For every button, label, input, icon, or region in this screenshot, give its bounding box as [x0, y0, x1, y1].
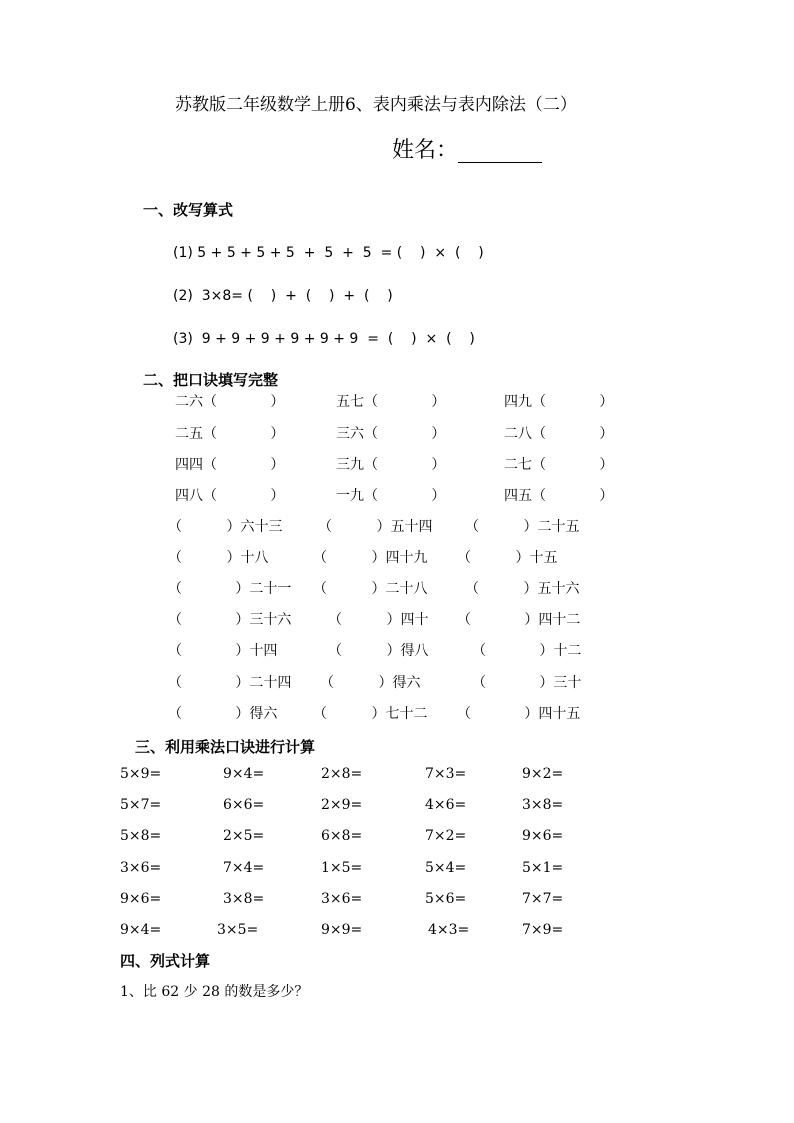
- calc-item: 3×8=: [522, 797, 564, 813]
- rewrite-item-3: (3) 9 + 9 + 9 + 9 + 9 + 9 = ( ) × ( ): [173, 331, 475, 347]
- calc-item: 9×4=: [223, 766, 265, 782]
- section1-heading: 一、改写算式: [143, 201, 234, 219]
- rhyme-item: 三九（ ）: [336, 457, 446, 473]
- calc-item: 7×2=: [425, 828, 467, 844]
- rhyme-item: （ ）得六: [168, 706, 278, 722]
- rhyme-item: 四五（ ）: [504, 488, 614, 504]
- rhyme-item: 二五（ ）: [175, 426, 285, 442]
- word-problem-1: 1、比 62 少 28 的数是多少？: [120, 984, 309, 1000]
- rewrite-item-2: (2) 3×8= ( ) + ( ) + ( ): [173, 288, 393, 304]
- calc-item: 3×5=: [217, 922, 259, 938]
- rhyme-item: 四九（ ）: [504, 394, 614, 410]
- calc-item: 9×6=: [120, 891, 162, 907]
- rhyme-item: （ ）十四: [168, 643, 278, 659]
- section3-heading: 三、利用乘法口诀进行计算: [135, 738, 316, 756]
- rhyme-item: （ ）四十五: [457, 706, 581, 722]
- rhyme-item: （ ）五十四: [318, 519, 433, 535]
- rhyme-item: 一九（ ）: [336, 488, 446, 504]
- section4-heading: 四、列式计算: [120, 952, 211, 970]
- calc-item: 7×4=: [223, 860, 265, 876]
- rhyme-item: （ ）七十二: [313, 706, 428, 722]
- calc-item: 3×6=: [120, 860, 162, 876]
- calc-item: 7×7=: [522, 891, 564, 907]
- name-label: 姓名：: [392, 138, 459, 163]
- calc-item: 2×5=: [223, 828, 265, 844]
- name-blank-line[interactable]: [458, 162, 542, 163]
- calc-item: 7×9=: [522, 922, 564, 938]
- rhyme-item: （ ）三十六: [168, 612, 292, 628]
- section2-heading: 二、把口诀填写完整: [143, 371, 279, 389]
- page-title: 苏教版二年级数学上册6、表内乘法与表内除法（二）: [175, 95, 577, 115]
- rhyme-item: 四八（ ）: [175, 488, 285, 504]
- calc-item: 9×4=: [120, 922, 162, 938]
- calc-item: 3×6=: [321, 891, 363, 907]
- calc-item: 6×6=: [223, 797, 265, 813]
- rhyme-item: 二八（ ）: [504, 426, 614, 442]
- rhyme-item: （ ）二十一: [168, 581, 292, 597]
- calc-item: 6×8=: [321, 828, 363, 844]
- rhyme-item: （ ）五十六: [465, 581, 580, 597]
- calc-item: 2×8=: [321, 766, 363, 782]
- rhyme-item: （ ）三十: [472, 675, 582, 691]
- calc-item: 1×5=: [321, 860, 363, 876]
- calc-item: 3×8=: [223, 891, 265, 907]
- calc-item: 2×9=: [321, 797, 363, 813]
- rhyme-item: （ ）六十三: [168, 519, 283, 535]
- rhyme-item: 五七（ ）: [336, 394, 446, 410]
- rhyme-item: （ ）二十四: [168, 675, 292, 691]
- rhyme-item: （ ）二十八: [313, 581, 428, 597]
- calc-item: 9×2=: [522, 766, 564, 782]
- calc-item: 9×9=: [321, 922, 363, 938]
- rhyme-item: （ ）十二: [472, 643, 582, 659]
- rhyme-item: 四四（ ）: [175, 457, 285, 473]
- rhyme-item: （ ）二十五: [465, 519, 580, 535]
- rhyme-item: （ ）得六: [320, 675, 421, 691]
- calc-item: 5×6=: [425, 891, 467, 907]
- calc-item: 5×1=: [522, 860, 564, 876]
- calc-item: 9×6=: [522, 828, 564, 844]
- rhyme-item: 三六（ ）: [336, 426, 446, 442]
- rhyme-item: （ ）四十二: [457, 612, 581, 628]
- calc-item: 5×7=: [120, 797, 162, 813]
- rhyme-item: 二七（ ）: [504, 457, 614, 473]
- rhyme-item: （ ）十八: [168, 550, 269, 566]
- calc-item: 4×6=: [425, 797, 467, 813]
- calc-item: 5×8=: [120, 828, 162, 844]
- rhyme-item: （ ）四十: [328, 612, 429, 628]
- rewrite-item-1: (1) 5 + 5 + 5 + 5 + 5 + 5 = ( ) × ( ): [173, 245, 484, 261]
- rhyme-item: 二六（ ）: [175, 394, 285, 410]
- calc-item: 4×3=: [428, 922, 470, 938]
- calc-item: 5×4=: [425, 860, 467, 876]
- calc-item: 7×3=: [425, 766, 467, 782]
- rhyme-item: （ ）十五: [457, 550, 558, 566]
- rhyme-item: （ ）四十九: [313, 550, 428, 566]
- calc-item: 5×9=: [120, 766, 162, 782]
- rhyme-item: （ ）得八: [328, 643, 429, 659]
